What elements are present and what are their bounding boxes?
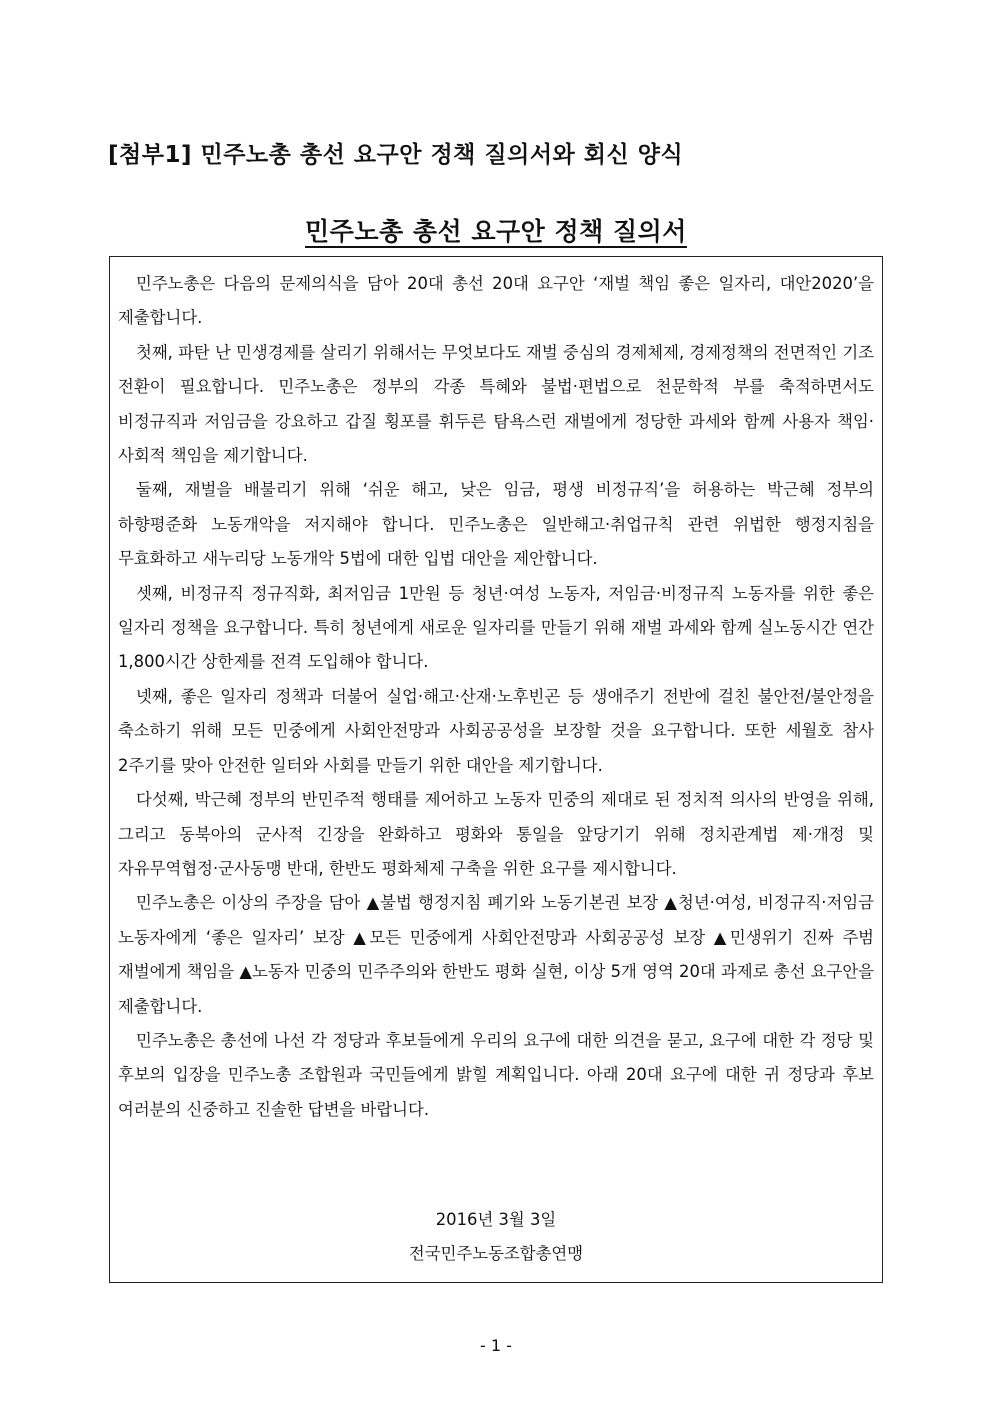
organization-name: 전국민주노동조합총연맹: [408, 1244, 584, 1263]
paragraph-intro: 민주노총은 다음의 문제의식을 담아 20대 총선 20대 요구안 ‘재벌 책임 좋은 일자리, 대안2020’을 제출합니다.: [118, 274, 874, 328]
attachment-title: [첨부1] 민주노총 총선 요구안 정책 질의서와 회신 양식: [108, 142, 684, 168]
body-text: [118, 267, 874, 1127]
page-number: - 1 -: [480, 1336, 512, 1355]
paragraph-fifth: 다섯째, 박근혜 정부의 반민주적 행태를 제어하고 노동자 민중의 제대로 된 정치적 의사의 반영을 위해, 그리고 동북아의 군사적 긴장을 완화하고 평화와 통일을 앞당기기 위해 정치관계법 제·개정 및 자유무역협정·군사동맹 반대, 한반도 평화체제 구축을 위한 요구를 제시합니다.: [118, 790, 874, 878]
paragraph-first: 첫째, 파탄 난 민생경제를 살리기 위해서는 무엇보다도 재벌 중심의 경제체제, 경제정책의 전면적인 기조 전환이 필요합니다. 민주노총은 정부의 각종 특혜와 불법·편법으로 천문학적 부를 축적하면서도 비정규직과 저임금을 강요하고 갑질 횡포를 휘두른 탐욕스런 재벌에게 정당한 과세와 함께 사용자 책임·사회적 책임을 제기합니다.: [118, 342, 874, 466]
paragraph-third: 셋째, 비정규직 정규직화, 최저임금 1만원 등 청년·여성 노동자, 저임금·비정규직 노동자를 위한 좋은 일자리 정책을 요구합니다. 특히 청년에게 새로운 일자리를 만들기 위해 재벌 과세와 함께 실노동시간 연간 1,800시간 상한제를 전격 도입해야 합니다.: [118, 583, 874, 672]
document-title-text: 민주노총 총선 요구안 정책 질의서: [305, 217, 687, 246]
paragraph-closing: 민주노총은 총선에 나선 각 정당과 후보들에게 우리의 요구에 대한 의견을 묻고, 요구에 대한 각 정당 및 후보의 입장을 민주노총 조합원과 국민들에게 밝힐 계획입니다. 아래 20대 요구에 대한 귀 정당과 후보 여러분의 신중하고 진솔한 답변을 바랍니다.: [118, 1030, 874, 1119]
paragraph-fourth: 넷째, 좋은 일자리 정책과 더불어 실업·해고·산재·노후빈곤 등 생애주기 전반에 걸친 불안전/불안정을 축소하기 위해 모든 민중에게 사회안전망과 사회공공성을 보장할 것을 요구합니다. 또한 세월호 참사 2주기를 맞아 안전한 일터와 사회를 만들기 위한 대안을 제기합니다.: [118, 686, 874, 775]
paragraph-second: 둘째, 재벌을 배불리기 위해 ‘쉬운 해고, 낮은 임금, 평생 비정규직’을 허용하는 박근혜 정부의 하향평준화 노동개악을 저지해야 합니다. 민주노총은 일반해고·취업규칙 관련 위법한 행정지침을 무효화하고 새누리당 노동개악 5법에 대한 입법 대안을 제안합니다.: [118, 480, 874, 569]
document-title: [0, 212, 992, 248]
document-date: 2016년 3월 3일: [435, 1210, 557, 1229]
paragraph-summary: 민주노총은 이상의 주장을 담아 ▲불법 행정지침 폐기와 노동기본권 보장 ▲청년·여성, 비정규직·저임금 노동자에게 ‘좋은 일자리’ 보장 ▲모든 민중에게 사회안전망과 사회공공성 보장 ▲민생위기 진짜 주범 재벌에게 책임을 ▲노동자 민중의 민주주의와 한반도 평화 실현, 이상 5개 영역 20대 과제로 총선 요구안을 제출합니다.: [118, 893, 874, 1016]
